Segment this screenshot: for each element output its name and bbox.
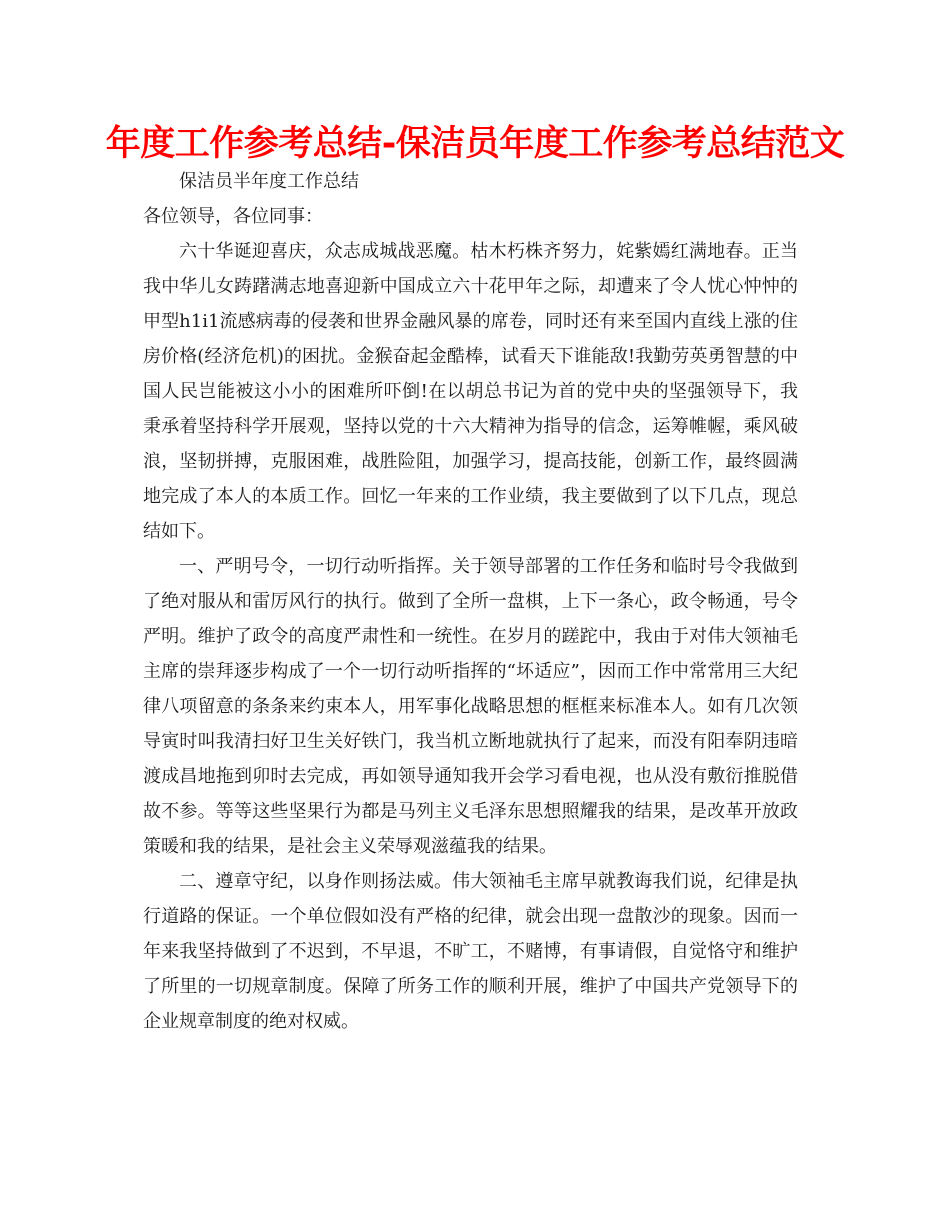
paragraph-2: 一、严明号令，一切行动听指挥。关于领导部署的工作任务和临时号令我做到了绝对服从和雷厉风行的执行。做到了全所一盘棋，上下一条心，政令畅通，号令严明。维护了政令的高度严肃性和一统性。在岁月的蹉跎中，我由于对伟大领袖毛主席的崇拜逐步构成了一个一切行动听指挥的“坏适应”，因而工作中常常用三大纪律八项留意的条条来约束本人，用军事化战略思想的框框来标准本人。如有几次领导寅时叫我清扫好卫生关好铁门，我当机立断地就执行了起来，而没有阳奉阴违暗渡成昌地拖到卯时去完成，再如领导通知我开会学习看电视，也从没有敷衍推脱借故不参。等等这些坚果行为都是马列主义毛泽东思想照耀我的结果，是改革开放政策暖和我的结果，是社会主义荣辱观滋蕴我的结果。: [143, 556, 798, 857]
document-title: 年度工作参考总结-保洁员年度工作参考总结范文: [105, 124, 845, 164]
paragraph-3: 二、遵章守纪，以身作则扬法威。伟大领袖毛主席早就教诲我们说，纪律是执行道路的保证。一个单位假如没有严格的纪律，就会出现一盘散沙的现象。因而一年来我坚持做到了不迟到，不早退，不旷工，不赌博，有事请假，自觉恪守和维护了所里的一切规章制度。保障了所务工作的顺利开展，维护了中国共产党领导下的企业规章制度的绝对权威。: [143, 871, 798, 1032]
document-subtitle: 保洁员半年度工作总结: [179, 171, 359, 192]
document-body: [143, 164, 798, 1039]
salutation: 各位领导，各位同事：: [143, 206, 323, 227]
paragraph-1: 六十华诞迎喜庆，众志成城战恶魔。枯木朽株齐努力，姹紫嫣红满地春。正当我中华儿女踌躇满志地喜迎新中国成立六十花甲年之际，却遭来了令人忧心忡忡的甲型h1i1流感病毒的侵袭和世界金融风暴的席卷，同时还有来至国内直线上涨的住房价格(经济危机)的困扰。金猴奋起金酷棒，试看天下谁能敌!我勤劳英勇智慧的中国人民岂能被这小小的困难所吓倒!在以胡总书记为首的党中央的坚强领导下，我秉承着坚持科学开展观，坚持以党的十六大精神为指导的信念，运筹帷幄，乘风破浪，坚韧拼搏，克服困难，战胜险阻，加强学习，提高技能，创新工作，最终圆满地完成了本人的本质工作。回忆一年来的工作业绩，我主要做到了以下几点，现总结如下。: [143, 241, 798, 542]
